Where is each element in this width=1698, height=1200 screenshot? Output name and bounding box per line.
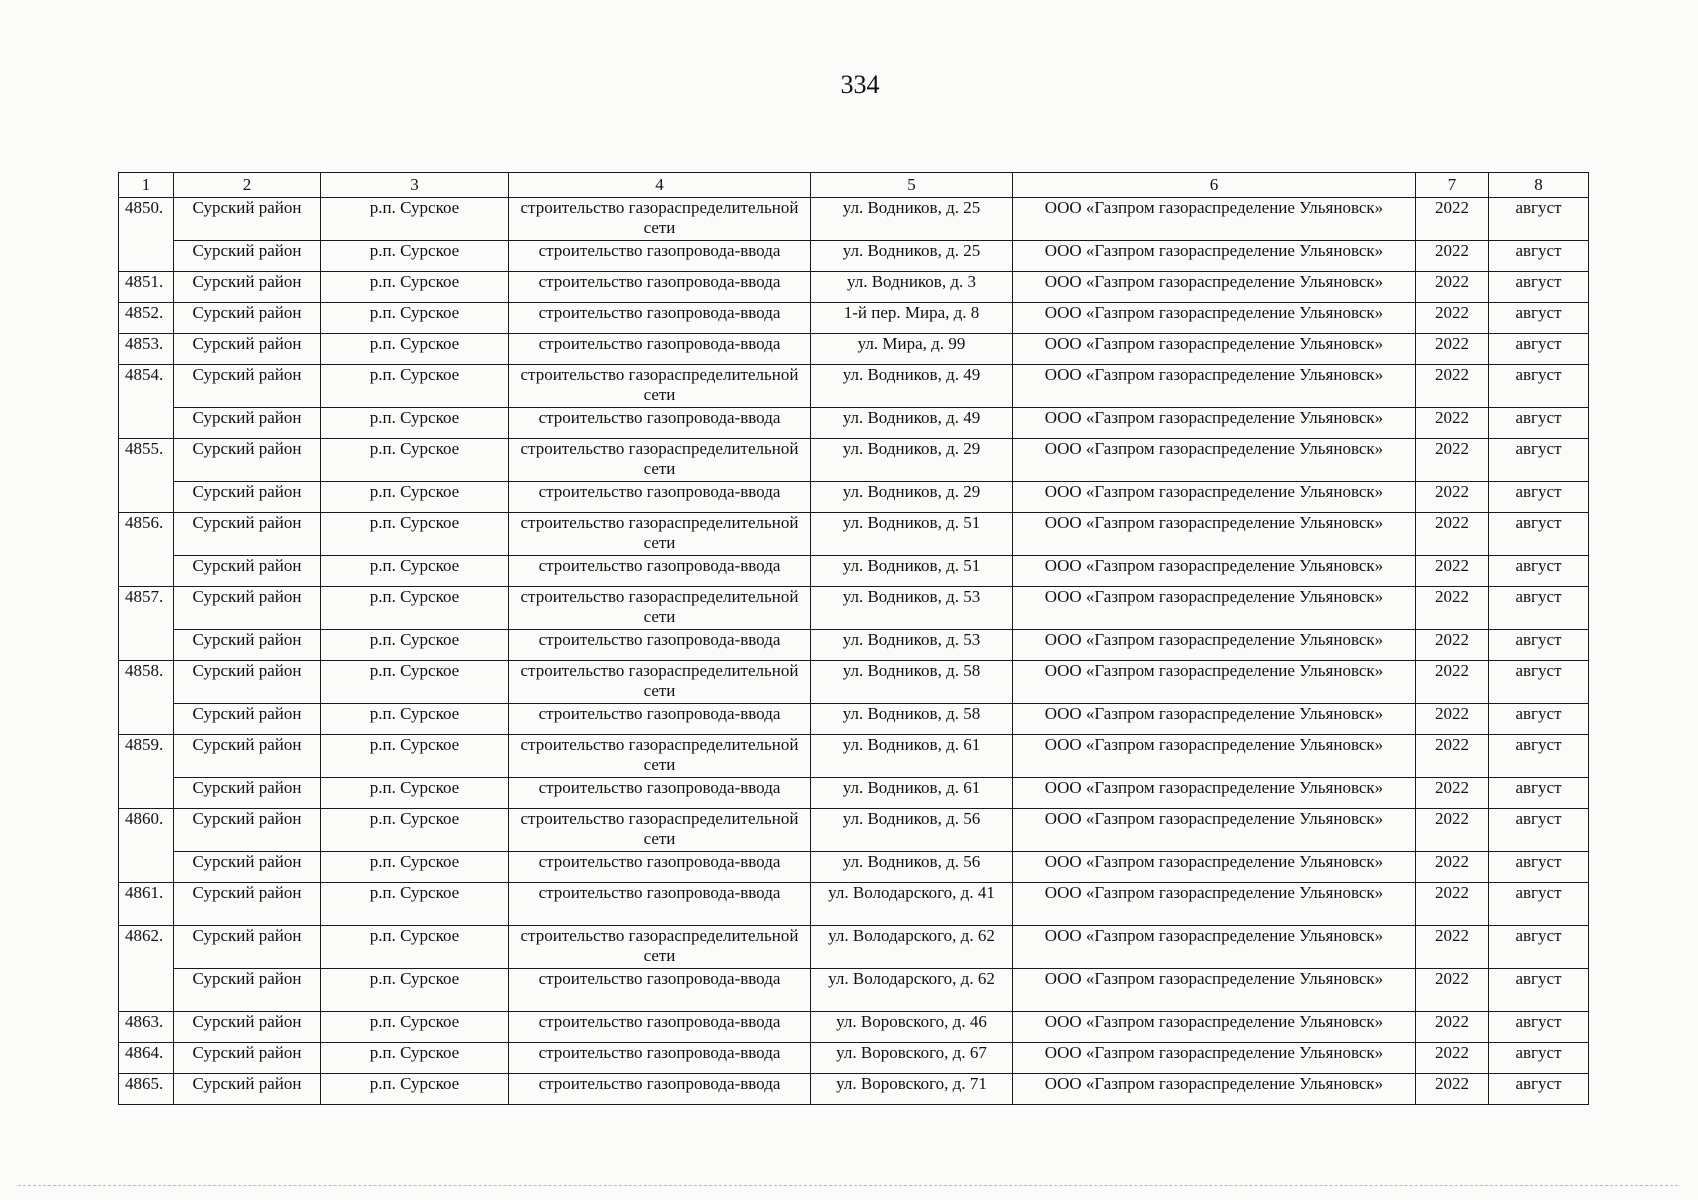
work-type-cell: строительство газопровода-ввода xyxy=(509,704,811,735)
table-row xyxy=(119,408,1589,439)
column-header: 1 xyxy=(119,173,174,198)
operator-cell: ООО «Газпром газораспределение Ульяновск» xyxy=(1013,482,1416,513)
month-cell: август xyxy=(1489,513,1589,556)
district-cell: Сурский район xyxy=(174,365,321,408)
table-row xyxy=(119,778,1589,809)
operator-cell: ООО «Газпром газораспределение Ульяновск» xyxy=(1013,1012,1416,1043)
year-cell: 2022 xyxy=(1416,482,1489,513)
operator-cell: ООО «Газпром газораспределение Ульяновск» xyxy=(1013,241,1416,272)
address-cell: ул. Воровского, д. 67 xyxy=(811,1043,1013,1074)
operator-cell: ООО «Газпром газораспределение Ульяновск» xyxy=(1013,272,1416,303)
year-cell: 2022 xyxy=(1416,198,1489,241)
table-row xyxy=(119,852,1589,883)
row-number-cell: 4852. xyxy=(119,303,174,334)
gasification-table xyxy=(118,172,1589,1105)
year-cell: 2022 xyxy=(1416,272,1489,303)
address-cell: ул. Воровского, д. 46 xyxy=(811,1012,1013,1043)
operator-cell: ООО «Газпром газораспределение Ульяновск» xyxy=(1013,198,1416,241)
address-cell: ул. Водников, д. 29 xyxy=(811,482,1013,513)
settlement-cell: р.п. Сурское xyxy=(321,778,509,809)
settlement-cell: р.п. Сурское xyxy=(321,1043,509,1074)
district-cell: Сурский район xyxy=(174,587,321,630)
address-cell: ул. Водников, д. 49 xyxy=(811,408,1013,439)
address-cell: ул. Водников, д. 56 xyxy=(811,809,1013,852)
table-row xyxy=(119,303,1589,334)
district-cell: Сурский район xyxy=(174,482,321,513)
month-cell: август xyxy=(1489,587,1589,630)
page-number: 334 xyxy=(840,70,880,99)
month-cell: август xyxy=(1489,365,1589,408)
month-cell: август xyxy=(1489,439,1589,482)
settlement-cell: р.п. Сурское xyxy=(321,926,509,969)
column-header: 5 xyxy=(811,173,1013,198)
table-row xyxy=(119,735,1589,778)
district-cell: Сурский район xyxy=(174,704,321,735)
table-row xyxy=(119,883,1589,926)
work-type-cell: строительство газораспределительной сети xyxy=(509,926,811,969)
month-cell: август xyxy=(1489,303,1589,334)
district-cell: Сурский район xyxy=(174,883,321,926)
table-row xyxy=(119,704,1589,735)
row-number-cell: 4856. xyxy=(119,513,174,587)
operator-cell: ООО «Газпром газораспределение Ульяновск» xyxy=(1013,969,1416,1012)
month-cell: август xyxy=(1489,1074,1589,1105)
work-type-cell: строительство газопровода-ввода xyxy=(509,303,811,334)
settlement-cell: р.п. Сурское xyxy=(321,735,509,778)
operator-cell: ООО «Газпром газораспределение Ульяновск» xyxy=(1013,1074,1416,1105)
settlement-cell: р.п. Сурское xyxy=(321,513,509,556)
settlement-cell: р.п. Сурское xyxy=(321,556,509,587)
year-cell: 2022 xyxy=(1416,704,1489,735)
month-cell: август xyxy=(1489,272,1589,303)
row-number-cell: 4858. xyxy=(119,661,174,735)
settlement-cell: р.п. Сурское xyxy=(321,704,509,735)
work-type-cell: строительство газораспределительной сети xyxy=(509,809,811,852)
year-cell: 2022 xyxy=(1416,735,1489,778)
address-cell: ул. Володарского, д. 62 xyxy=(811,969,1013,1012)
table-row xyxy=(119,556,1589,587)
operator-cell: ООО «Газпром газораспределение Ульяновск» xyxy=(1013,439,1416,482)
year-cell: 2022 xyxy=(1416,334,1489,365)
year-cell: 2022 xyxy=(1416,1043,1489,1074)
address-cell: ул. Водников, д. 61 xyxy=(811,735,1013,778)
operator-cell: ООО «Газпром газораспределение Ульяновск» xyxy=(1013,513,1416,556)
address-cell: ул. Водников, д. 51 xyxy=(811,556,1013,587)
operator-cell: ООО «Газпром газораспределение Ульяновск» xyxy=(1013,661,1416,704)
settlement-cell: р.п. Сурское xyxy=(321,969,509,1012)
address-cell: ул. Водников, д. 61 xyxy=(811,778,1013,809)
row-number-cell: 4851. xyxy=(119,272,174,303)
district-cell: Сурский район xyxy=(174,272,321,303)
work-type-cell: строительство газопровода-ввода xyxy=(509,883,811,926)
work-type-cell: строительство газопровода-ввода xyxy=(509,241,811,272)
operator-cell: ООО «Газпром газораспределение Ульяновск» xyxy=(1013,334,1416,365)
year-cell: 2022 xyxy=(1416,556,1489,587)
operator-cell: ООО «Газпром газораспределение Ульяновск» xyxy=(1013,556,1416,587)
month-cell: август xyxy=(1489,198,1589,241)
address-cell: ул. Водников, д. 3 xyxy=(811,272,1013,303)
table-row xyxy=(119,513,1589,556)
address-cell: ул. Водников, д. 53 xyxy=(811,587,1013,630)
column-header: 4 xyxy=(509,173,811,198)
month-cell: август xyxy=(1489,852,1589,883)
operator-cell: ООО «Газпром газораспределение Ульяновск» xyxy=(1013,926,1416,969)
address-cell: ул. Володарского, д. 41 xyxy=(811,883,1013,926)
operator-cell: ООО «Газпром газораспределение Ульяновск» xyxy=(1013,587,1416,630)
year-cell: 2022 xyxy=(1416,408,1489,439)
district-cell: Сурский район xyxy=(174,926,321,969)
settlement-cell: р.п. Сурское xyxy=(321,272,509,303)
operator-cell: ООО «Газпром газораспределение Ульяновск» xyxy=(1013,365,1416,408)
work-type-cell: строительство газораспределительной сети xyxy=(509,439,811,482)
table-row xyxy=(119,661,1589,704)
district-cell: Сурский район xyxy=(174,630,321,661)
settlement-cell: р.п. Сурское xyxy=(321,852,509,883)
operator-cell: ООО «Газпром газораспределение Ульяновск» xyxy=(1013,809,1416,852)
address-cell: ул. Водников, д. 49 xyxy=(811,365,1013,408)
address-cell: ул. Воровского, д. 71 xyxy=(811,1074,1013,1105)
work-type-cell: строительство газораспределительной сети xyxy=(509,661,811,704)
work-type-cell: строительство газопровода-ввода xyxy=(509,1012,811,1043)
year-cell: 2022 xyxy=(1416,852,1489,883)
address-cell: ул. Водников, д. 58 xyxy=(811,704,1013,735)
settlement-cell: р.п. Сурское xyxy=(321,439,509,482)
work-type-cell: строительство газопровода-ввода xyxy=(509,334,811,365)
district-cell: Сурский район xyxy=(174,556,321,587)
year-cell: 2022 xyxy=(1416,1074,1489,1105)
year-cell: 2022 xyxy=(1416,926,1489,969)
work-type-cell: строительство газораспределительной сети xyxy=(509,513,811,556)
year-cell: 2022 xyxy=(1416,969,1489,1012)
operator-cell: ООО «Газпром газораспределение Ульяновск» xyxy=(1013,778,1416,809)
month-cell: август xyxy=(1489,926,1589,969)
address-cell: ул. Водников, д. 25 xyxy=(811,241,1013,272)
year-cell: 2022 xyxy=(1416,439,1489,482)
year-cell: 2022 xyxy=(1416,303,1489,334)
row-number-cell: 4857. xyxy=(119,587,174,661)
table-row xyxy=(119,241,1589,272)
month-cell: август xyxy=(1489,482,1589,513)
row-number-cell: 4860. xyxy=(119,809,174,883)
row-number-cell: 4861. xyxy=(119,883,174,926)
work-type-cell: строительство газопровода-ввода xyxy=(509,1043,811,1074)
district-cell: Сурский район xyxy=(174,661,321,704)
work-type-cell: строительство газораспределительной сети xyxy=(509,587,811,630)
work-type-cell: строительство газопровода-ввода xyxy=(509,482,811,513)
month-cell: август xyxy=(1489,969,1589,1012)
row-number-cell: 4862. xyxy=(119,926,174,1012)
year-cell: 2022 xyxy=(1416,587,1489,630)
settlement-cell: р.п. Сурское xyxy=(321,303,509,334)
district-cell: Сурский район xyxy=(174,303,321,334)
operator-cell: ООО «Газпром газораспределение Ульяновск» xyxy=(1013,303,1416,334)
settlement-cell: р.п. Сурское xyxy=(321,809,509,852)
settlement-cell: р.п. Сурское xyxy=(321,482,509,513)
operator-cell: ООО «Газпром газораспределение Ульяновск» xyxy=(1013,735,1416,778)
table-body xyxy=(119,198,1589,1105)
district-cell: Сурский район xyxy=(174,735,321,778)
table-row xyxy=(119,969,1589,1012)
year-cell: 2022 xyxy=(1416,1012,1489,1043)
row-number-cell: 4854. xyxy=(119,365,174,439)
month-cell: август xyxy=(1489,778,1589,809)
district-cell: Сурский район xyxy=(174,1012,321,1043)
column-header: 2 xyxy=(174,173,321,198)
table-row xyxy=(119,272,1589,303)
table-row xyxy=(119,365,1589,408)
settlement-cell: р.п. Сурское xyxy=(321,408,509,439)
row-number-cell: 4850. xyxy=(119,198,174,272)
work-type-cell: строительство газопровода-ввода xyxy=(509,1074,811,1105)
row-number-cell: 4863. xyxy=(119,1012,174,1043)
month-cell: август xyxy=(1489,735,1589,778)
address-cell: ул. Водников, д. 25 xyxy=(811,198,1013,241)
table-row xyxy=(119,1043,1589,1074)
address-cell: ул. Водников, д. 51 xyxy=(811,513,1013,556)
settlement-cell: р.п. Сурское xyxy=(321,334,509,365)
row-number-cell: 4859. xyxy=(119,735,174,809)
settlement-cell: р.п. Сурское xyxy=(321,1012,509,1043)
district-cell: Сурский район xyxy=(174,1074,321,1105)
district-cell: Сурский район xyxy=(174,852,321,883)
address-cell: ул. Володарского, д. 62 xyxy=(811,926,1013,969)
row-number-cell: 4855. xyxy=(119,439,174,513)
table-row xyxy=(119,439,1589,482)
address-cell: 1-й пер. Мира, д. 8 xyxy=(811,303,1013,334)
month-cell: август xyxy=(1489,334,1589,365)
scan-edge-line xyxy=(18,1185,1678,1186)
row-number-cell: 4853. xyxy=(119,334,174,365)
year-cell: 2022 xyxy=(1416,630,1489,661)
work-type-cell: строительство газопровода-ввода xyxy=(509,630,811,661)
district-cell: Сурский район xyxy=(174,408,321,439)
district-cell: Сурский район xyxy=(174,969,321,1012)
table-row xyxy=(119,926,1589,969)
work-type-cell: строительство газопровода-ввода xyxy=(509,852,811,883)
address-cell: ул. Водников, д. 58 xyxy=(811,661,1013,704)
month-cell: август xyxy=(1489,408,1589,439)
month-cell: август xyxy=(1489,1012,1589,1043)
district-cell: Сурский район xyxy=(174,198,321,241)
month-cell: август xyxy=(1489,809,1589,852)
year-cell: 2022 xyxy=(1416,661,1489,704)
header-row xyxy=(119,173,1589,198)
table-row xyxy=(119,482,1589,513)
settlement-cell: р.п. Сурское xyxy=(321,630,509,661)
year-cell: 2022 xyxy=(1416,513,1489,556)
settlement-cell: р.п. Сурское xyxy=(321,587,509,630)
table-row xyxy=(119,587,1589,630)
operator-cell: ООО «Газпром газораспределение Ульяновск» xyxy=(1013,408,1416,439)
operator-cell: ООО «Газпром газораспределение Ульяновск» xyxy=(1013,630,1416,661)
settlement-cell: р.п. Сурское xyxy=(321,241,509,272)
year-cell: 2022 xyxy=(1416,365,1489,408)
table-row xyxy=(119,1074,1589,1105)
district-cell: Сурский район xyxy=(174,241,321,272)
operator-cell: ООО «Газпром газораспределение Ульяновск» xyxy=(1013,852,1416,883)
settlement-cell: р.п. Сурское xyxy=(321,1074,509,1105)
operator-cell: ООО «Газпром газораспределение Ульяновск» xyxy=(1013,1043,1416,1074)
month-cell: август xyxy=(1489,661,1589,704)
settlement-cell: р.п. Сурское xyxy=(321,883,509,926)
table-row xyxy=(119,198,1589,241)
settlement-cell: р.п. Сурское xyxy=(321,198,509,241)
year-cell: 2022 xyxy=(1416,778,1489,809)
table-row xyxy=(119,630,1589,661)
table-row xyxy=(119,1012,1589,1043)
operator-cell: ООО «Газпром газораспределение Ульяновск» xyxy=(1013,883,1416,926)
work-type-cell: строительство газопровода-ввода xyxy=(509,272,811,303)
address-cell: ул. Водников, д. 53 xyxy=(811,630,1013,661)
address-cell: ул. Водников, д. 56 xyxy=(811,852,1013,883)
district-cell: Сурский район xyxy=(174,439,321,482)
settlement-cell: р.п. Сурское xyxy=(321,365,509,408)
month-cell: август xyxy=(1489,556,1589,587)
operator-cell: ООО «Газпром газораспределение Ульяновск» xyxy=(1013,704,1416,735)
district-cell: Сурский район xyxy=(174,778,321,809)
column-header: 6 xyxy=(1013,173,1416,198)
work-type-cell: строительство газопровода-ввода xyxy=(509,556,811,587)
work-type-cell: строительство газопровода-ввода xyxy=(509,778,811,809)
month-cell: август xyxy=(1489,1043,1589,1074)
work-type-cell: строительство газораспределительной сети xyxy=(509,365,811,408)
district-cell: Сурский район xyxy=(174,334,321,365)
row-number-cell: 4865. xyxy=(119,1074,174,1105)
table-row xyxy=(119,809,1589,852)
settlement-cell: р.п. Сурское xyxy=(321,661,509,704)
month-cell: август xyxy=(1489,704,1589,735)
work-type-cell: строительство газопровода-ввода xyxy=(509,969,811,1012)
year-cell: 2022 xyxy=(1416,241,1489,272)
month-cell: август xyxy=(1489,241,1589,272)
work-type-cell: строительство газопровода-ввода xyxy=(509,408,811,439)
year-cell: 2022 xyxy=(1416,883,1489,926)
month-cell: август xyxy=(1489,630,1589,661)
work-type-cell: строительство газораспределительной сети xyxy=(509,735,811,778)
district-cell: Сурский район xyxy=(174,809,321,852)
column-header: 7 xyxy=(1416,173,1489,198)
year-cell: 2022 xyxy=(1416,809,1489,852)
column-header: 3 xyxy=(321,173,509,198)
column-header: 8 xyxy=(1489,173,1589,198)
work-type-cell: строительство газораспределительной сети xyxy=(509,198,811,241)
district-cell: Сурский район xyxy=(174,1043,321,1074)
table-row xyxy=(119,334,1589,365)
address-cell: ул. Водников, д. 29 xyxy=(811,439,1013,482)
month-cell: август xyxy=(1489,883,1589,926)
district-cell: Сурский район xyxy=(174,513,321,556)
address-cell: ул. Мира, д. 99 xyxy=(811,334,1013,365)
row-number-cell: 4864. xyxy=(119,1043,174,1074)
